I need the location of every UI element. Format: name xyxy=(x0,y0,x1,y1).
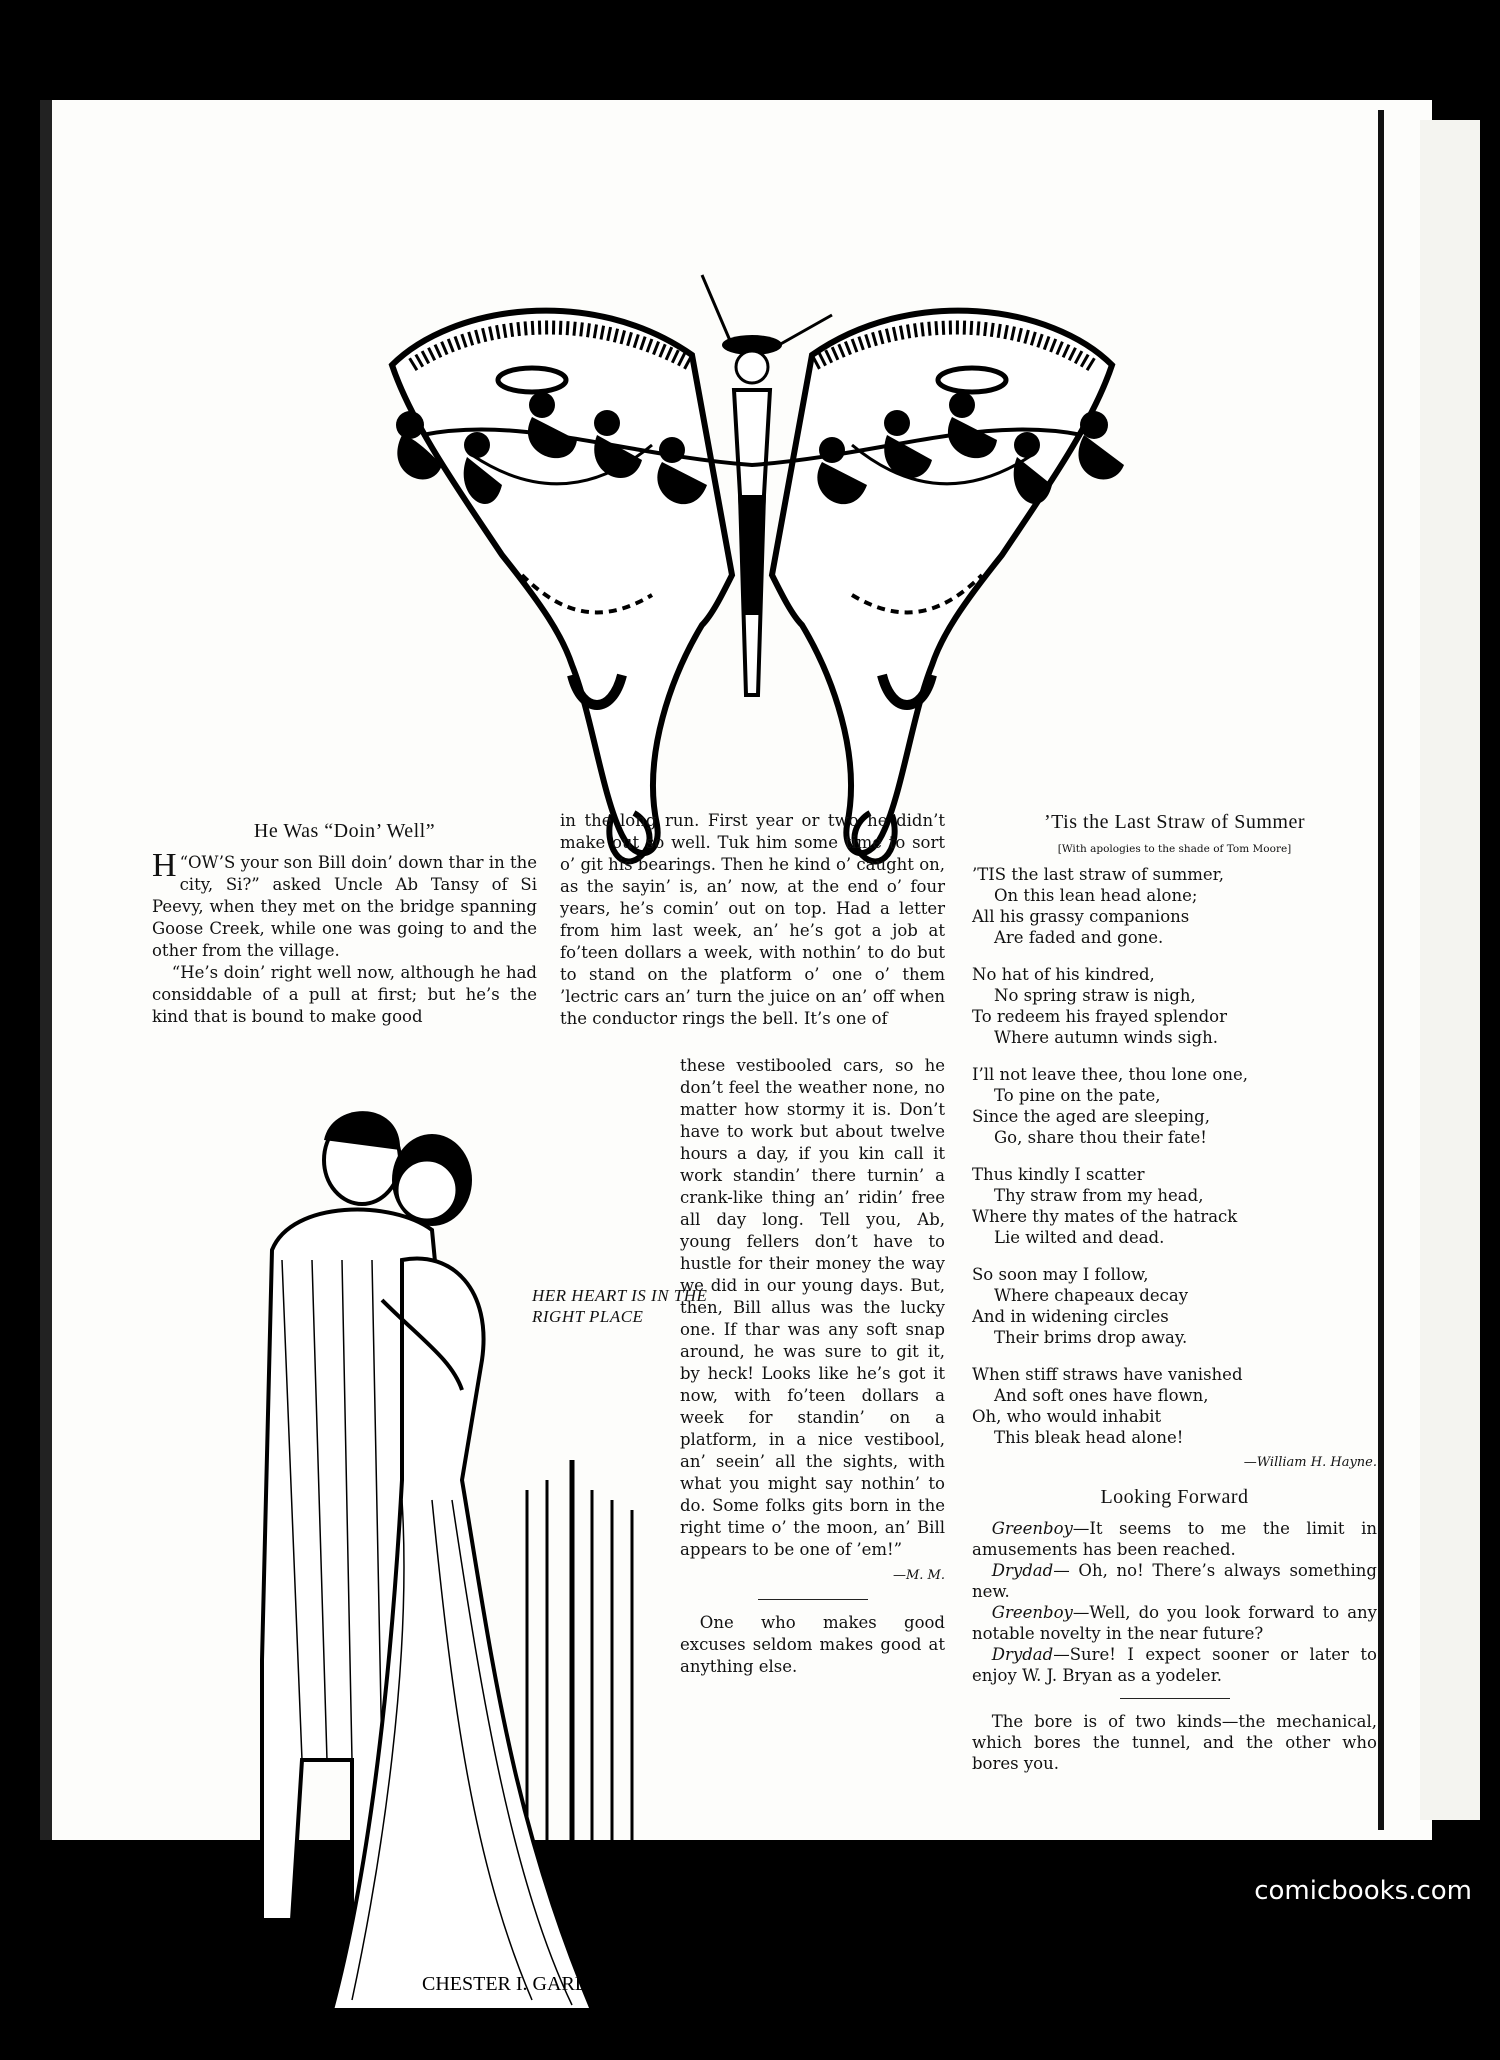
dialogue-text: — Oh, no! There’s always something new. xyxy=(972,1561,1377,1601)
poem-line: No hat of his kindred, xyxy=(972,965,1155,984)
poem-line: Are faded and gone. xyxy=(994,928,1164,947)
poem-stanza xyxy=(972,1264,1377,1348)
dialogue-speaker: Drydad xyxy=(991,1561,1054,1580)
poem-line: When stiff straws have vanished xyxy=(972,1365,1243,1384)
poem-line: To redeem his frayed splendor xyxy=(972,1007,1227,1026)
divider xyxy=(1120,1698,1230,1699)
poem-column xyxy=(972,812,1377,1774)
poem-stanza xyxy=(972,864,1377,948)
poem-line: This bleak head alone! xyxy=(994,1428,1184,1447)
poem-line: ’TIS the last straw of summer, xyxy=(972,865,1224,884)
poem-line: Lie wilted and dead. xyxy=(994,1228,1165,1247)
dialogue-speaker: Greenboy xyxy=(991,1519,1073,1538)
poem-stanza xyxy=(972,1364,1377,1448)
story-column-2-narrow xyxy=(680,1055,945,1678)
poem-author: —William H. Hayne. xyxy=(1243,1455,1377,1470)
poem-stanza xyxy=(972,1064,1377,1148)
dialogue-line xyxy=(972,1644,1377,1686)
poem-stanza xyxy=(972,1164,1377,1248)
drop-cap: H xyxy=(152,847,177,884)
story-title: He Was “Doin’ Well” xyxy=(253,820,436,842)
next-page-edge xyxy=(1420,120,1480,1820)
poem-line: No spring straw is nigh, xyxy=(994,986,1196,1005)
page-spine xyxy=(1378,110,1384,1830)
poem-line: All his grassy companions xyxy=(972,907,1190,926)
saying-text: One who makes good excuses seldom makes good at anything else. xyxy=(680,1613,945,1676)
poem-line: And in widening circles xyxy=(972,1307,1169,1326)
poem-line: So soon may I follow, xyxy=(972,1265,1149,1284)
divider xyxy=(758,1599,868,1600)
poem-line: Thus kindly I scatter xyxy=(972,1165,1145,1184)
poem-line: Go, share thou their fate! xyxy=(994,1128,1207,1147)
poem-line: On this lean head alone; xyxy=(994,886,1198,905)
poem-title: ’Tis the Last Straw of Summer xyxy=(1044,811,1305,833)
dialogue-text: —It seems to me the limit in amusements has been reached. xyxy=(972,1519,1377,1559)
poem-line: To pine on the pate, xyxy=(994,1086,1161,1105)
poem-line: I’ll not leave thee, thou lone one, xyxy=(972,1065,1248,1084)
poem-stanza xyxy=(972,964,1377,1048)
poem-line: And soft ones have flown, xyxy=(994,1386,1209,1405)
poem-line: Where chapeaux decay xyxy=(994,1286,1189,1305)
poem-line: Where autumn winds sigh. xyxy=(994,1028,1218,1047)
illustration-caption: HER HEART IS IN THE RIGHT PLACE xyxy=(532,1286,708,1326)
story-paragraph-1: “ H OW’S your son Bill doin’ down thar in the city, Si?” asked Uncle Ab Tansy of Si Peevy, when they met on the bridge spanning Goose Creek, while one was going to and the other from the village. xyxy=(152,847,537,960)
dialogue-line xyxy=(972,1602,1377,1644)
dialogue-speaker: Drydad xyxy=(991,1645,1054,1664)
poem-apology: [With apologies to the shade of Tom Moore] xyxy=(1057,843,1292,855)
looking-forward-dialogue xyxy=(972,1518,1377,1686)
story-signature: —M. M. xyxy=(892,1568,945,1583)
couple-illustration xyxy=(152,1060,712,2060)
story-column-2 xyxy=(560,810,945,1030)
watermark: comicbooks.com xyxy=(1254,1876,1472,1906)
looking-forward-title: Looking Forward xyxy=(1100,1486,1249,1508)
butterfly-illustration xyxy=(372,195,1132,885)
poem-line: Since the aged are sleeping, xyxy=(972,1107,1210,1126)
story-paragraph-4: these vestibooled cars, so he don’t feel the weather none, no matter how stormy it is. Don’t have to work but about twelve hours a day, if you kin call it work standin’ there turnin’ a crank-like thing an’ ridin’ free all day long. Tell you, Ab, young fellers don’t have to hustle for their money the way we did in our young days. But, then, Bill allus was the lucky one. If thar was any soft snap around, he was sure to git it, by heck! Looks like he’s got it now, with fo’teen dollars a week for standin’ on a platform, in a nice vestibool, an’ seein’ all the sights, with what you might say nothin’ to do. Some folks gits born in the right time o’ the moon, an’ Bill appears to be one of ’em!” xyxy=(680,1056,945,1559)
poem-stanzas xyxy=(972,864,1377,1448)
poem-line: Their brims drop away. xyxy=(994,1328,1188,1347)
story-paragraph-3: in the long run. First year or two he didn’t make out so well. Tuk him some time to sort o’ git his bearings. Then he kind o’ caught on, as the sayin’ is, an’ now, at the end o’ four years, he’s comin’ out on top. Had a letter from him last week, an’ he’s got a job at fo’teen dollars a week, with nothin’ to do but to stand on the platform o’ one o’ them ’lectric cars an’ turn the juice on an’ off when the conductor rings the bell. It’s one of xyxy=(560,811,945,1028)
poem-line: Thy straw from my head, xyxy=(994,1186,1204,1205)
poem-line: Where thy mates of the hatrack xyxy=(972,1207,1238,1226)
dialogue-speaker: Greenboy xyxy=(991,1603,1073,1622)
story-column-1 xyxy=(152,820,537,1028)
dialogue-line xyxy=(972,1518,1377,1560)
artist-signature: CHESTER I. GARDE xyxy=(422,1973,602,1995)
bore-text: The bore is of two kinds—the mechanical, which bores the tunnel, and the other who bores you. xyxy=(972,1712,1377,1773)
dialogue-text: —Sure! I expect sooner or later to enjoy W. J. Bryan as a yodeler. xyxy=(972,1645,1377,1685)
dialogue-text: —Well, do you look forward to any notable novelty in the near future? xyxy=(972,1603,1377,1643)
dialogue-line xyxy=(972,1560,1377,1602)
poem-line: Oh, who would inhabit xyxy=(972,1407,1162,1426)
story-paragraph-2: “He’s doin’ right well now, although he had considdable of a pull at first; but he’s the kind that is bound to make good xyxy=(152,963,537,1026)
